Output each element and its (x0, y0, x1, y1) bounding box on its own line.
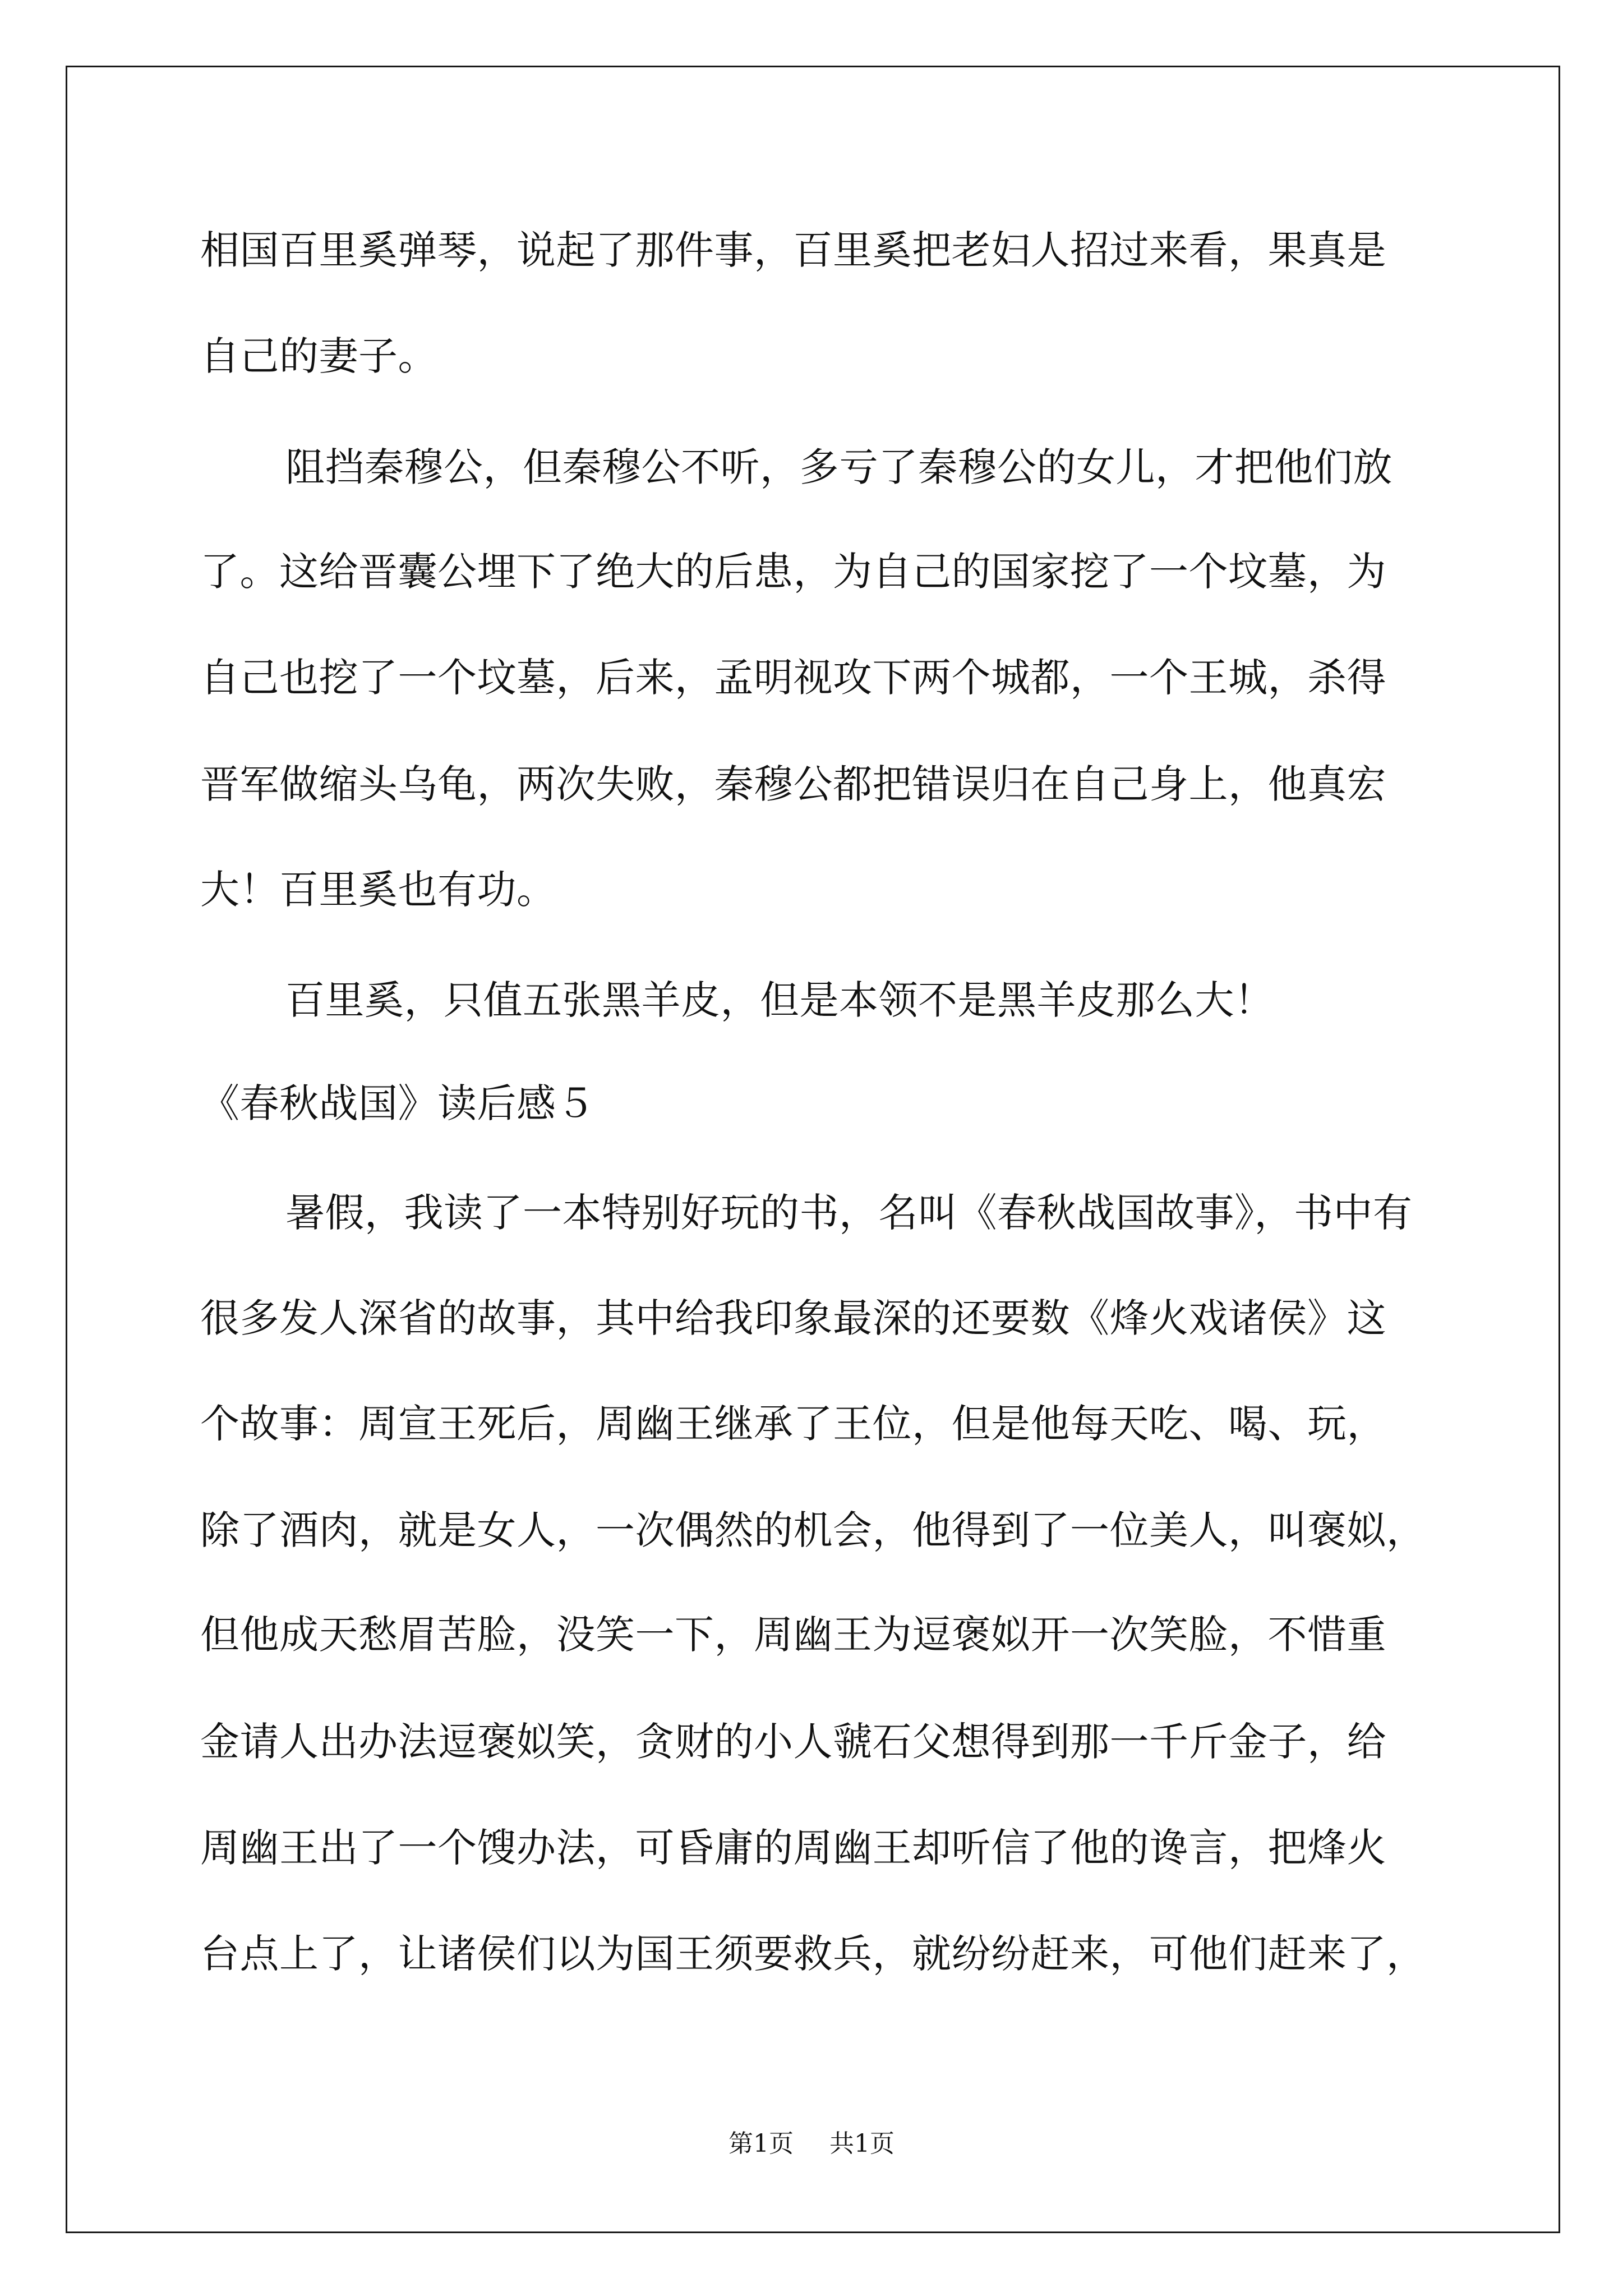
text-line-7: 大！百里奚也有功。 (200, 867, 556, 913)
page-border (66, 66, 1560, 2233)
text-line-14: 但他成天愁眉苦脸，没笑一下，周幽王为逗褒姒开一次笑脸，不惜重 (200, 1612, 1386, 1658)
page-total: 共1页 (829, 2129, 895, 2158)
page-footer (0, 2127, 1623, 2161)
text-line-3: 阻挡秦穆公，但秦穆公不听，多亏了秦穆公的女儿，才把他们放 (285, 444, 1393, 490)
text-line-1: 相国百里奚弹琴，说起了那件事，百里奚把老妇人招过来看，果真是 (200, 227, 1386, 273)
text-line-15: 金请人出办法逗褒姒笑，贪财的小人虢石父想得到那一千斤金子，给 (200, 1719, 1386, 1765)
text-line-11: 很多发人深省的故事，其中给我印象最深的还要数《烽火戏诸侯》这 (200, 1295, 1386, 1341)
page-number: 第1页 (728, 2129, 794, 2158)
text-line-5: 自己也挖了一个坟墓，后来，孟明视攻下两个城都，一个王城，杀得 (200, 655, 1386, 701)
text-line-10: 暑假，我读了一本特别好玩的书，名叫《春秋战国故事》，书中有 (285, 1190, 1413, 1236)
text-line-16: 周幽王出了一个馊办法，可昏庸的周幽王却听信了他的谗言，把烽火 (200, 1825, 1386, 1871)
text-line-6: 晋军做缩头乌龟，两次失败，秦穆公都把错误归在自己身上，他真宏 (200, 761, 1386, 807)
text-line-4: 了。这给晋囊公埋下了绝大的后患，为自己的国家挖了一个坟墓，为 (200, 549, 1386, 595)
text-line-13: 除了酒肉，就是女人，一次偶然的机会，他得到了一位美人，叫褒姒， (200, 1507, 1426, 1553)
text-line-8: 百里奚，只值五张黑羊皮，但是本领不是黑羊皮那么大！ (285, 977, 1274, 1023)
text-line-17: 台点上了，让诸侯们以为国王须要救兵，就纷纷赶来，可他们赶来了， (200, 1931, 1426, 1977)
section-heading: 《春秋战国》读后感５ (200, 1080, 596, 1126)
text-line-12: 个故事：周宣王死后，周幽王继承了王位，但是他每天吃、喝、玩， (200, 1401, 1386, 1447)
text-line-2: 自己的妻子。 (200, 333, 437, 379)
